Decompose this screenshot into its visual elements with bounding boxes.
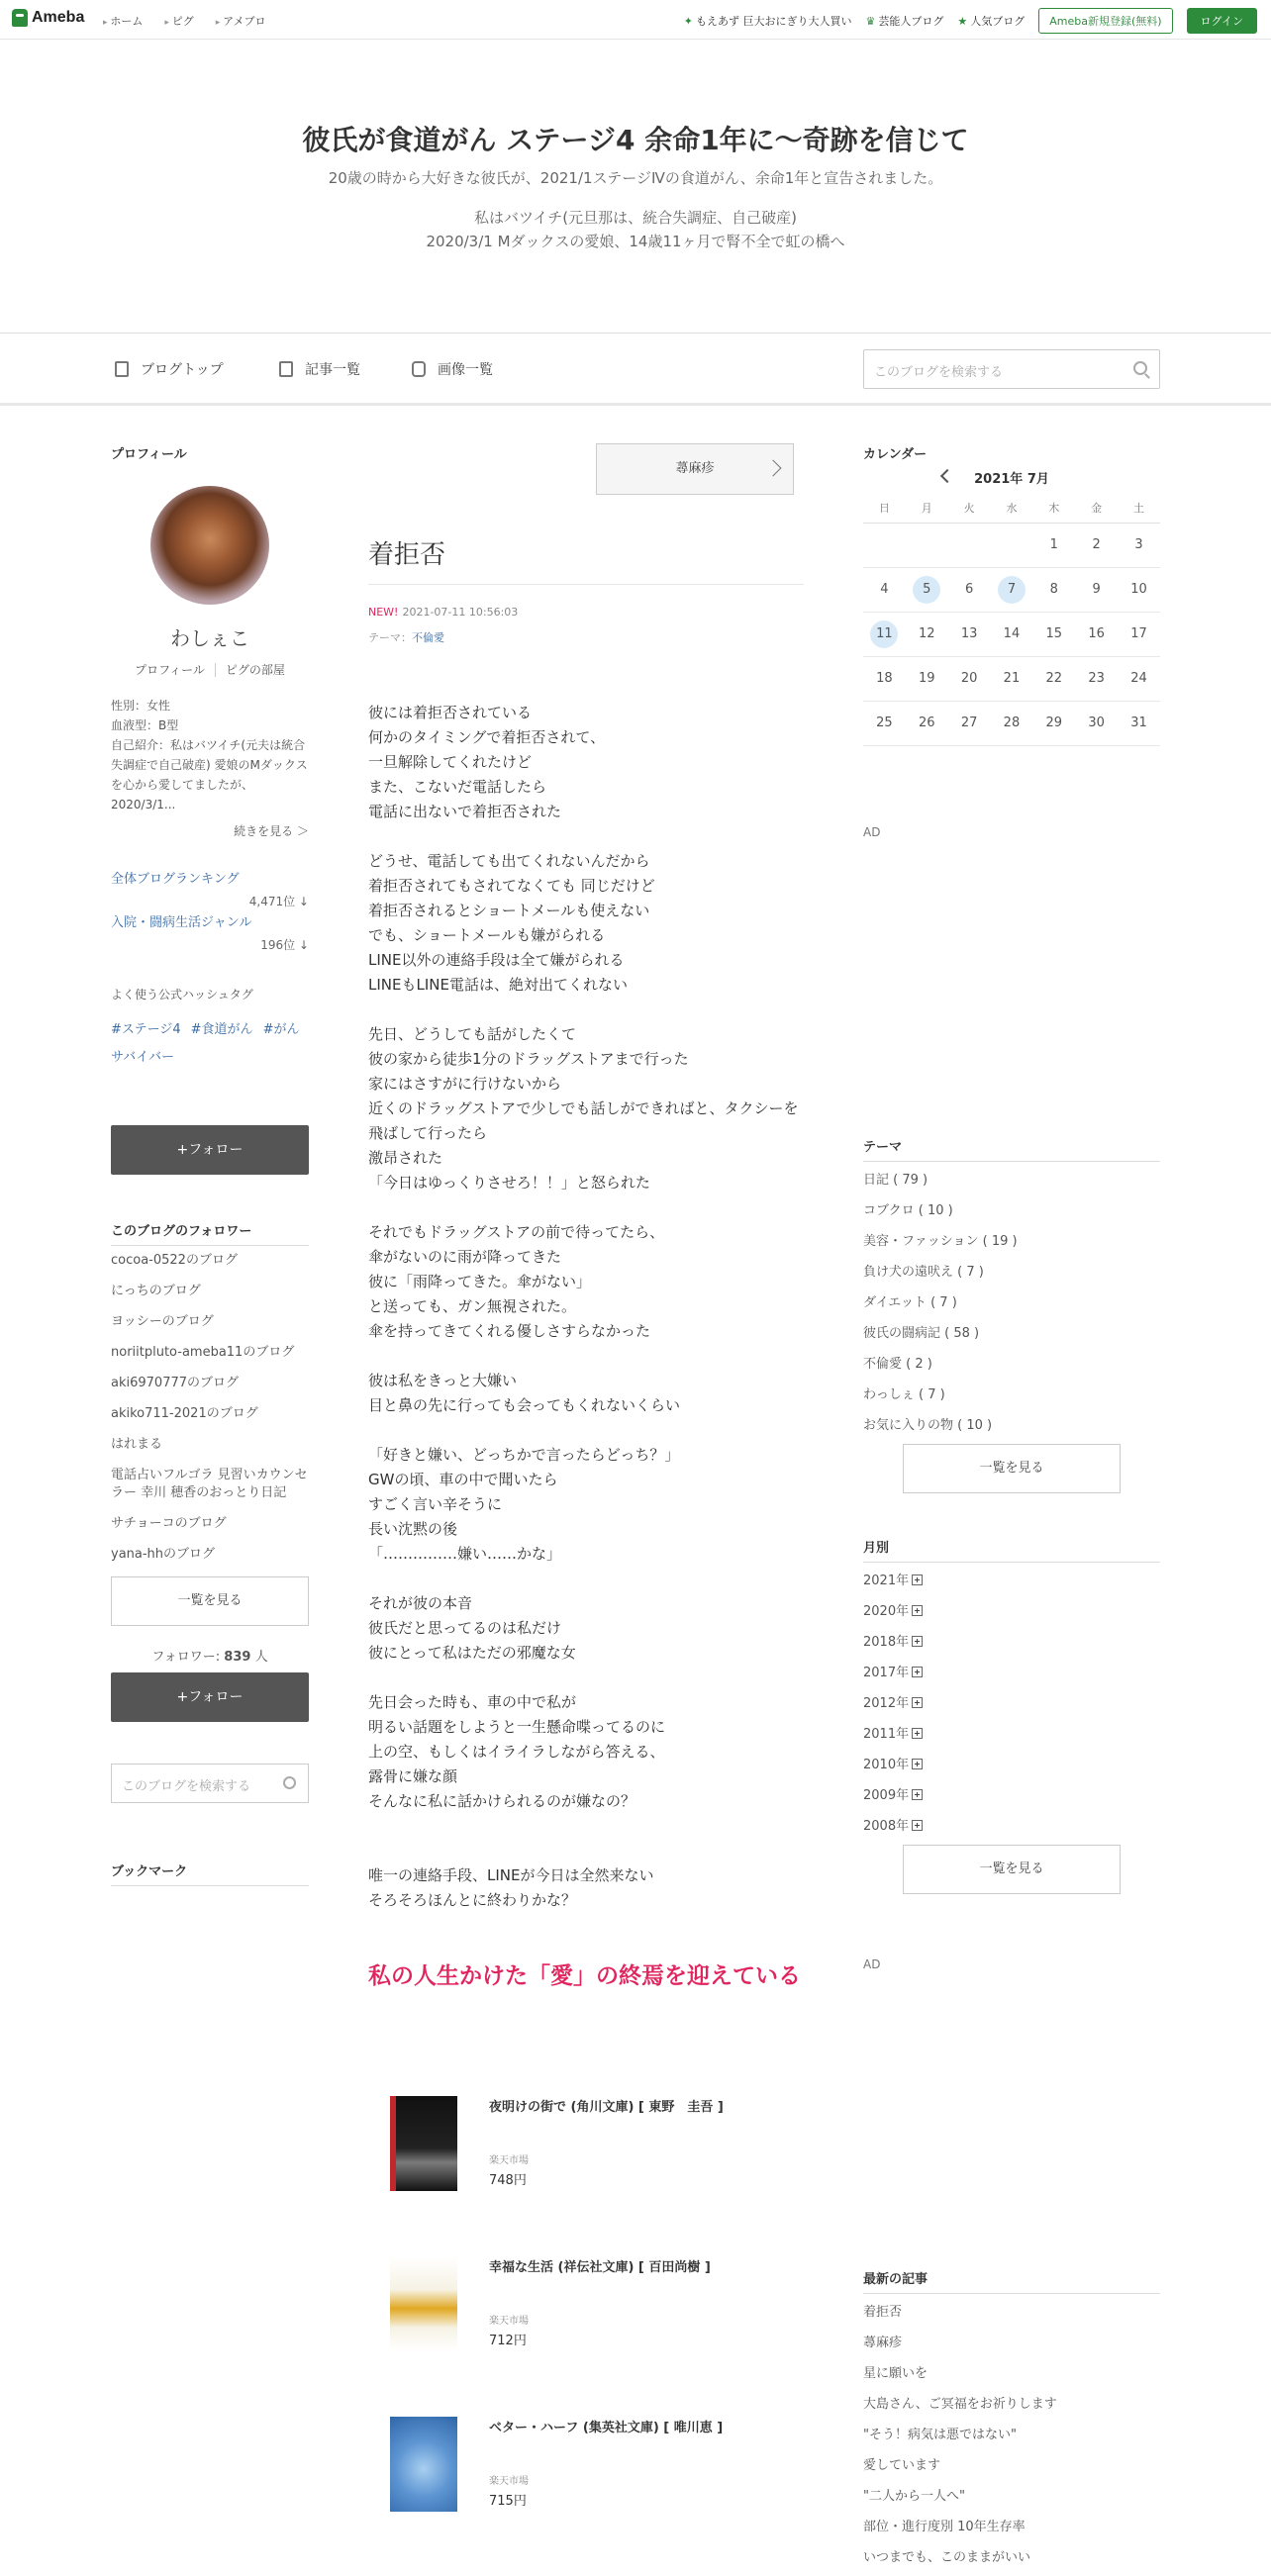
book-source: 楽天市場 — [489, 2155, 529, 2166]
login-button[interactable]: ログイン — [1187, 8, 1257, 34]
recent-item[interactable]: "そう！病気は悪ではない" — [863, 2427, 1017, 2442]
calendar-week — [863, 612, 1160, 656]
calendar-day-number: 13 — [960, 625, 978, 641]
archive-item[interactable] — [863, 1661, 1160, 1691]
calendar-day-number: 25 — [876, 715, 893, 730]
calendar-day-number: 1 — [1049, 536, 1058, 552]
left-sidebar — [111, 443, 309, 1886]
archive-item[interactable] — [863, 1691, 1160, 1722]
camera-icon — [412, 361, 426, 377]
celeb-blog-label: 芸能人ブログ — [878, 15, 944, 28]
profile-info: 性別：女性 血液型：B型 自己紹介：私はバツイチ(元夫は統合失調症で自己破産) 愛娘のMダックスを心から愛してましたが、2020/3/1... — [111, 699, 308, 811]
user-name[interactable]: わしぇこ — [170, 626, 249, 650]
book-cover-image[interactable] — [390, 2256, 457, 2351]
archive-item[interactable] — [863, 1814, 1160, 1845]
calendar-day-number: 3 — [1134, 536, 1143, 552]
blog-top-label: ブログトップ — [141, 362, 224, 378]
archive-year: 2020年 — [863, 1603, 910, 1619]
book-source: 楽天市場 — [489, 2316, 529, 2327]
archive-item[interactable] — [863, 1599, 1160, 1630]
calendar-month — [863, 468, 1160, 487]
calendar-title: カレンダー — [863, 447, 928, 462]
book-item[interactable] — [390, 2256, 806, 2365]
divider — [368, 584, 804, 585]
crown-icon: ♛ — [865, 15, 876, 28]
book-price: 748円 — [489, 2173, 527, 2188]
calendar-day-number: 29 — [1045, 715, 1063, 730]
weekday-header: 土 — [1118, 493, 1160, 523]
profile-links — [111, 661, 309, 678]
archive-list — [863, 1569, 1160, 1845]
calendar-day — [863, 567, 906, 612]
calendar-day — [906, 701, 948, 745]
archive-item[interactable] — [863, 1630, 1160, 1661]
recent-item[interactable]: 大島さん、ご冥福をお祈りします — [863, 2396, 1057, 2412]
blog-search-input[interactable] — [863, 349, 1160, 389]
theme-link[interactable]: 不倫愛 — [412, 631, 444, 644]
prev-article-button[interactable] — [596, 443, 794, 495]
ad-label-2: AD — [863, 1956, 881, 1971]
calendar-day — [991, 656, 1033, 701]
theme-list — [863, 1168, 1160, 1444]
blog-title[interactable]: 彼氏が食道がん ステージ4 余命1年に～奇跡を信じて — [302, 124, 969, 156]
expand-icon[interactable] — [912, 1728, 923, 1739]
hashtag-title: よく使う公式ハッシュタグ — [111, 988, 253, 1002]
archive-year: 2012年 — [863, 1695, 910, 1711]
calendar-day-number: 18 — [876, 670, 893, 686]
sidebar-search-placeholder: このブログを検索する — [122, 1779, 251, 1794]
calendar-day — [1118, 701, 1160, 745]
calendar-day-number: 28 — [1003, 715, 1021, 730]
calendar-day-number: 30 — [1088, 715, 1105, 730]
calendar-week — [863, 567, 1160, 612]
popular-blog-link[interactable] — [957, 13, 1025, 29]
calendar-day-number — [955, 529, 983, 557]
calendar-day[interactable] — [906, 567, 948, 612]
archive-year: 2009年 — [863, 1787, 910, 1803]
calendar-day — [1075, 567, 1118, 612]
trend-link[interactable] — [684, 13, 852, 29]
calendar-week — [863, 701, 1160, 745]
document-icon — [115, 361, 129, 377]
book-cover-image[interactable] — [390, 2096, 457, 2191]
archive-list-button[interactable]: 一覧を見る — [903, 1845, 1121, 1894]
search-icon[interactable] — [283, 1776, 296, 1789]
theme-item[interactable]: お気に入りの物 ( 10 ) — [863, 1417, 993, 1433]
archive-item[interactable] — [863, 1569, 1160, 1599]
calendar-day-number: 21 — [1003, 670, 1021, 686]
expand-icon[interactable] — [912, 1574, 923, 1585]
sparkle-icon: ✦ — [683, 15, 693, 28]
book-price: 712円 — [489, 2334, 527, 2348]
follower-count-label: フォロワー: — [151, 1650, 221, 1665]
follower-item[interactable]: noriitpluto-ameba11のブログ — [111, 1345, 295, 1360]
calendar-day — [1118, 656, 1160, 701]
calendar-week — [863, 523, 1160, 567]
calendar-day — [948, 701, 991, 745]
recent-item[interactable]: 蕁麻疹 — [863, 2335, 903, 2350]
theme-item[interactable]: 彼氏の闘病記 ( 58 ) — [863, 1325, 980, 1341]
expand-icon[interactable] — [912, 1789, 923, 1800]
calendar-day — [948, 523, 991, 567]
global-links — [684, 8, 1257, 34]
calendar-day-number: 22 — [1045, 670, 1063, 686]
calendar-day — [906, 523, 948, 567]
follower-item[interactable]: yana-hhのブログ — [111, 1547, 216, 1562]
new-badge: NEW! — [368, 606, 399, 619]
weekday-header: 金 — [1075, 493, 1118, 523]
followers-title: このブログのフォロワー — [111, 1220, 309, 1246]
recent-title: 最新の記事 — [863, 2268, 1160, 2294]
weekday-header: 水 — [991, 493, 1033, 523]
follower-item[interactable]: cocoa-0522のブログ — [111, 1253, 238, 1268]
global-nav — [103, 13, 266, 29]
read-more-link[interactable]: 続きを見る ＞ — [234, 824, 309, 838]
blog-subnav — [0, 333, 1271, 406]
calendar-day-number: 24 — [1130, 670, 1147, 686]
article-datetime: 2021-07-11 10:56:03 — [402, 606, 519, 619]
article-body: 彼には着拒否されている 何かのタイミングで着拒否されて、 一旦解除してくれたけど また、こないだ電話したら 電話に出ないで着拒否された どうせ、電話しても出てくれないんだから 着拒否されてもされてなくても 同じだけど 着拒否されるとショートメールも使えない でも、ショートメールも嫌がられる LINE以外の連絡手段は全て嫌がられる LINEもLINE電話は、絶対出てくれない 先日、どうしても話がしたくて 彼の家から徒歩1分のドラッグストアまで行った 家にはさすがに行けないから 近くのドラッグストアで少しでも話しができればと、タクシーを飛ばして行ったら 激昂された 「今日はゆっくりさせろ！！」と怒られた それでもドラッグストアの前で待ってたら、 傘がないのに雨が降ってきた 彼に「雨降ってきた。傘がない」 と送っても、ガン無視された。 傘を持ってきてくれる優しさすらなかった 彼は私をきっと大嫌い 目と鼻の先に行っても会ってもくれないくらい 「好きと嫌い、どっちかで言ったらどっち？」 GWの頃、車の中で聞いたら すごく言い辛そうに 長い沈黙の後 「……………嫌い……かな」 それが彼の本音 彼氏だと思ってるのは私だけ 彼にとって私はただの邪魔な女 先日会った時も、車の中で私が 明るい話題をしようと一生懸命喋ってるのに 上の空、もしくはイライラしながら答える、 露骨に嫌な顔 そんなに私に話かけられるのが嫌なの？ 唯一の連絡手段、LINEが今日は全然来ない そろそろほんとに終わりかな？ — [368, 704, 799, 1909]
calendar-day — [1118, 567, 1160, 612]
hashtag[interactable]: #食道がん — [190, 1022, 253, 1037]
calendar-day — [1032, 612, 1075, 656]
calendar-day — [991, 701, 1033, 745]
calendar-day — [906, 656, 948, 701]
calendar-day-number[interactable]: 5 — [913, 576, 940, 604]
star-icon: ★ — [957, 15, 968, 28]
theme-item[interactable]: わっしぇ ( 7 ) — [863, 1386, 945, 1402]
calendar-day-number: 15 — [1045, 625, 1063, 641]
calendar-day-number: 2 — [1092, 536, 1101, 552]
prev-article-label: 蕁麻疹 — [675, 461, 715, 476]
calendar-day-number: 9 — [1092, 581, 1101, 597]
book-item[interactable] — [390, 2096, 806, 2205]
book-title[interactable]: ベター・ハーフ (集英社文庫) [ 唯川恵 ] — [489, 2421, 724, 2435]
ameba-logo-icon — [12, 9, 28, 27]
follower-item[interactable]: akiko711-2021のブログ — [111, 1406, 258, 1421]
search-icon[interactable] — [1133, 361, 1147, 375]
book-price: 715円 — [489, 2494, 527, 2509]
article-meta — [368, 606, 518, 619]
calendar-month-label: 2021年 7月 — [974, 472, 1049, 487]
expand-icon[interactable] — [912, 1759, 923, 1769]
archive-item[interactable] — [863, 1783, 1160, 1814]
genre-rank-value: 196位 ↓ — [260, 938, 309, 952]
popular-blog-label: 人気ブログ — [970, 15, 1026, 28]
calendar-day — [863, 701, 906, 745]
calendar-day-number: 20 — [960, 670, 978, 686]
archive-item[interactable] — [863, 1753, 1160, 1783]
calendar-day-number: 10 — [1130, 581, 1147, 597]
calendar-day-number: 23 — [1088, 670, 1105, 686]
expand-icon[interactable] — [912, 1605, 923, 1616]
calendar-day — [1032, 701, 1075, 745]
follower-item[interactable]: 電話占いフルゴラ 見習いカウンセラー 幸川 穂香のおっとり日記 — [111, 1468, 308, 1500]
book-cover-image[interactable] — [390, 2417, 457, 2512]
calendar-day-number[interactable]: 11 — [870, 620, 898, 648]
expand-icon[interactable] — [912, 1667, 923, 1677]
calendar-day — [1075, 701, 1118, 745]
calendar-day-number[interactable]: 7 — [998, 576, 1026, 604]
calendar-day-number: 12 — [918, 625, 935, 641]
calendar-day[interactable] — [991, 567, 1033, 612]
calendar-day-number: 6 — [964, 581, 974, 597]
entry-list-link[interactable] — [279, 359, 360, 379]
calendar-day-number: 17 — [1130, 625, 1147, 641]
calendar-day — [1032, 567, 1075, 612]
calendar-day — [1032, 656, 1075, 701]
calendar-day-number: 26 — [918, 715, 935, 730]
theme-label: テーマ： — [368, 631, 412, 644]
theme-item[interactable]: コブクロ ( 10 ) — [863, 1202, 953, 1218]
search-placeholder: このブログを検索する — [874, 365, 1004, 380]
calendar-day[interactable] — [863, 612, 906, 656]
blog-desc-line3: 2020/3/1 Mダックスの愛娘、14歳11ヶ月で腎不全で虹の橋へ — [426, 233, 845, 250]
entry-list-label: 記事一覧 — [305, 362, 360, 378]
calendar-day-number: 27 — [960, 715, 978, 730]
theme-item[interactable]: 負け犬の遠吠え ( 7 ) — [863, 1264, 984, 1280]
nav-pigg[interactable]: ▸ ピグ — [164, 13, 193, 29]
followers-list-button[interactable]: 一覧を見る — [111, 1576, 309, 1626]
theme-item[interactable]: 美容・ファッション ( 19 ) — [863, 1233, 1018, 1249]
ranking — [111, 869, 309, 956]
right-sidebar — [863, 443, 1160, 2576]
article-headline: 私の人生かけた「愛」の終焉を迎えている — [368, 1963, 801, 1989]
profile-title: プロフィール — [111, 447, 187, 462]
follower-item[interactable]: サチョーコのブログ — [111, 1516, 227, 1531]
book-source: 楽天市場 — [489, 2476, 529, 2487]
theme-title: テーマ — [863, 1136, 1160, 1162]
nav-home[interactable]: ▸ ホーム — [103, 13, 143, 29]
calendar-day-number: 16 — [1088, 625, 1105, 641]
global-header — [0, 0, 1271, 40]
recent-item[interactable]: 星に願いを — [863, 2365, 929, 2381]
blog-desc-line2: 私はバツイチ(元旦那は、統合失調症、自己破産) — [474, 209, 797, 227]
calendar-day — [991, 523, 1033, 567]
calendar-day — [1075, 523, 1118, 567]
ameba-logo[interactable] — [12, 9, 84, 27]
archive-item[interactable] — [863, 1722, 1160, 1753]
book-item[interactable] — [390, 2417, 806, 2526]
logo-text: Ameba — [32, 9, 85, 26]
expand-icon[interactable] — [912, 1820, 923, 1831]
follower-item[interactable]: はれまる — [111, 1437, 163, 1452]
weekday-header: 木 — [1032, 493, 1075, 523]
celeb-blog-link[interactable] — [865, 13, 943, 29]
article-theme — [368, 629, 444, 645]
weekday-header: 火 — [948, 493, 991, 523]
recent-item[interactable]: 部位・進行度別 10年生存率 — [863, 2519, 1026, 2534]
calendar-day — [948, 612, 991, 656]
calendar-day — [991, 612, 1033, 656]
followers-list — [111, 1252, 309, 1564]
book-title[interactable]: 幸福な生活 (祥伝社文庫) [ 百田尚樹 ] — [489, 2260, 711, 2275]
calendar-day — [948, 656, 991, 701]
calendar-day — [1032, 523, 1075, 567]
image-list-label: 画像一覧 — [438, 362, 493, 378]
hashtag-list — [111, 1016, 309, 1072]
recent-item[interactable]: いつまでも、このままがいい — [863, 2549, 1031, 2565]
trend-link-label: もえあず 巨大おにぎり大人買い — [695, 15, 852, 28]
calendar-day — [1118, 612, 1160, 656]
calendar-day — [1075, 612, 1118, 656]
avatar[interactable] — [150, 486, 269, 605]
pigg-room-link[interactable]: ピグの部屋 — [225, 663, 285, 677]
image-list-link[interactable] — [412, 359, 493, 379]
follower-count — [111, 1646, 309, 1665]
weekday-header: 日 — [863, 493, 906, 523]
copy-icon — [279, 361, 293, 377]
recent-item[interactable]: 愛しています — [863, 2457, 941, 2473]
recent-item[interactable]: 着拒否 — [863, 2304, 903, 2320]
calendar-day-number — [913, 529, 940, 557]
article-title[interactable]: 着拒否 — [368, 540, 446, 570]
blog-desc-line1: 20歳の時から大好きな彼氏が、2021/1ステージⅣの食道がん、余命1年と宣告されました。 — [328, 169, 943, 187]
weekday-header: 月 — [906, 493, 948, 523]
archive-year: 2008年 — [863, 1818, 910, 1834]
calendar-day-number: 8 — [1049, 581, 1058, 597]
calendar-day-number — [998, 529, 1026, 557]
follow-button-2[interactable]: +フォロー — [111, 1672, 309, 1722]
expand-icon[interactable] — [912, 1697, 923, 1708]
genre-ranking-link[interactable]: 入院・闘病生活ジャンル — [111, 915, 252, 930]
follower-item[interactable]: aki6970777のブログ — [111, 1376, 240, 1390]
profile-link[interactable]: プロフィール — [135, 663, 216, 677]
archive-year: 2018年 — [863, 1634, 910, 1650]
calendar-day — [1075, 656, 1118, 701]
calendar-day-number: 4 — [880, 581, 889, 597]
calendar-day — [863, 523, 906, 567]
recent-list — [863, 2300, 1160, 2576]
theme-item[interactable]: 不倫愛 ( 2 ) — [863, 1356, 932, 1372]
ad-label: AD — [863, 824, 881, 839]
follow-button[interactable]: +フォロー — [111, 1125, 309, 1175]
theme-list-button[interactable]: 一覧を見る — [903, 1444, 1121, 1493]
recent-item[interactable]: "二人から一人へ" — [863, 2488, 965, 2504]
follower-count-unit: 人 — [254, 1650, 268, 1665]
follower-item[interactable]: にっちのブログ — [111, 1284, 201, 1298]
hashtag[interactable]: #がんサバイバー — [111, 1022, 300, 1065]
calendar-week — [863, 656, 1160, 701]
calendar-grid — [863, 493, 1160, 746]
overall-ranking-link[interactable]: 全体ブログランキング — [111, 872, 240, 887]
nav-ameblo[interactable]: ▸ アメブロ — [216, 13, 266, 29]
theme-item[interactable]: ダイエット ( 7 ) — [863, 1294, 957, 1310]
archive-title: 月別 — [863, 1537, 1160, 1563]
calendar-day — [906, 612, 948, 656]
follower-count-value: 839 — [224, 1650, 251, 1665]
book-title[interactable]: 夜明けの街で (角川文庫) [ 東野 圭吾 ] — [489, 2100, 724, 2115]
overall-rank-value: 4,471位 ↓ — [248, 895, 309, 908]
archive-year: 2011年 — [863, 1726, 910, 1742]
sidebar-search-input[interactable] — [111, 1764, 309, 1803]
theme-item[interactable]: 日記 ( 79 ) — [863, 1172, 929, 1188]
hashtag[interactable]: #ステージ4 — [111, 1022, 181, 1037]
expand-icon[interactable] — [912, 1636, 923, 1647]
blog-top-link[interactable] — [115, 359, 224, 379]
calendar-day — [863, 656, 906, 701]
calendar-day-number — [870, 529, 898, 557]
blog-description — [0, 166, 1271, 253]
chevron-left-icon[interactable] — [940, 469, 954, 483]
register-button[interactable]: Ameba新規登録(無料) — [1038, 8, 1172, 34]
archive-year: 2021年 — [863, 1573, 910, 1588]
archive-year: 2010年 — [863, 1757, 910, 1772]
chevron-right-icon — [765, 460, 782, 477]
follower-item[interactable]: ヨッシーのブログ — [111, 1314, 214, 1329]
calendar-day-number: 14 — [1003, 625, 1021, 641]
calendar-day-number: 31 — [1130, 715, 1147, 730]
archive-year: 2017年 — [863, 1665, 910, 1680]
calendar-day-number: 19 — [918, 670, 935, 686]
bookmark-title: ブックマーク — [111, 1860, 309, 1886]
calendar-day — [1118, 523, 1160, 567]
calendar-day — [948, 567, 991, 612]
